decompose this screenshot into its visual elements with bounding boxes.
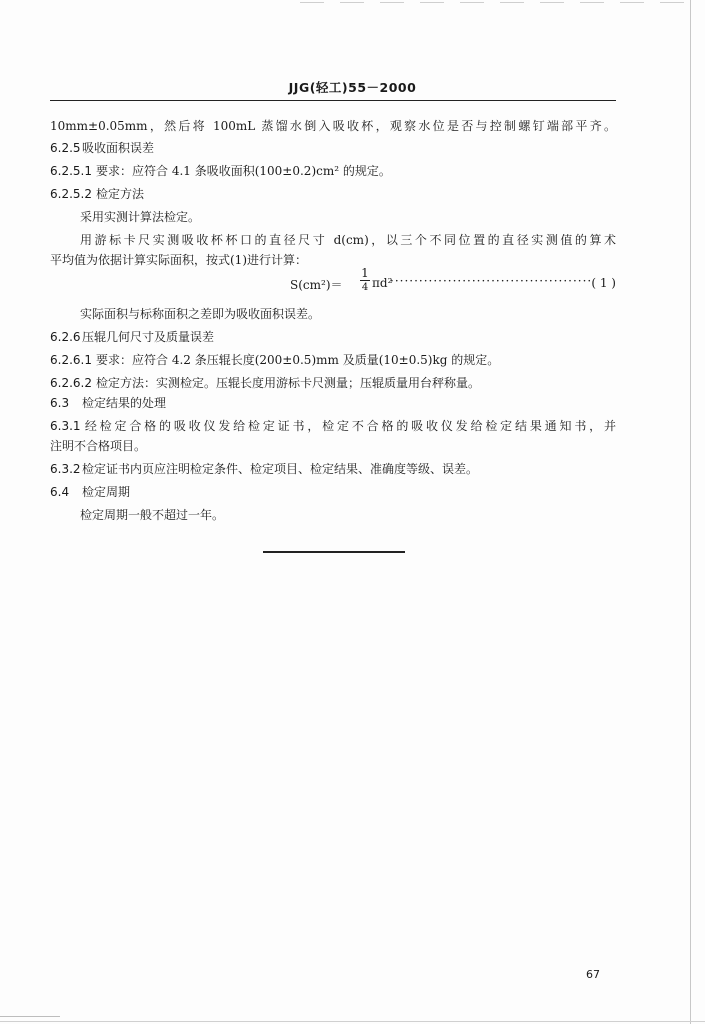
formula-fraction <box>360 267 370 294</box>
scan-edge-top <box>300 2 700 3</box>
section-6-2-5-1 <box>50 164 391 178</box>
section-title: 检定方法 <box>96 187 145 201</box>
section-number: 6.2.6 <box>50 330 81 344</box>
section-number: 6.2.5.1 <box>50 164 92 178</box>
formula-leader-dots: ·········································· <box>390 274 593 288</box>
section-6-3-1-continuation: 注明不合格项目。 <box>50 439 147 453</box>
section-number: 6.3.2 <box>50 462 81 476</box>
error-paragraph: 实际面积与标称面积之差即为吸收面积误差。 <box>80 307 321 321</box>
section-title: 吸收面积误差 <box>82 141 155 155</box>
header-rule <box>50 100 616 101</box>
section-title: 检定周期 <box>82 485 131 499</box>
fraction-bar <box>360 280 370 281</box>
section-number: 6.2.6.2 <box>50 376 92 390</box>
section-6-3 <box>50 396 166 410</box>
area-formula <box>290 266 616 302</box>
section-title: 压辊几何尺寸及质量误差 <box>82 330 215 344</box>
measure-paragraph-line-2: 平均值为依据计算实际面积，按式(1)进行计算： <box>50 253 307 267</box>
section-number: 6.2.5 <box>50 141 81 155</box>
section-text: 检定方法：实测检定。压辊长度用游标卡尺测量；压辊质量用台秤称量。 <box>96 376 481 390</box>
section-6-2-5 <box>50 141 154 155</box>
method-paragraph: 采用实测计算法检定。 <box>80 210 201 224</box>
section-6-2-5-2 <box>50 187 144 201</box>
section-6-2-6-2 <box>50 376 480 390</box>
section-title: 检定结果的处理 <box>82 396 167 410</box>
section-text: 检定证书内页应注明检定条件、检定项目、检定结果、准确度等级、误差。 <box>82 462 479 476</box>
scan-edge-bottom-left <box>0 1016 60 1017</box>
section-6-2-6 <box>50 330 214 344</box>
continuation-line: 10mm±0.05mm，然后将 100mL 蒸馏水倒入吸收杯，观察水位是否与控制螺钉端部平齐。 <box>50 119 616 133</box>
section-number: 6.4 <box>50 485 70 499</box>
section-text: 要求：应符合 4.2 条压辊长度(200±0.5)mm 及质量(10±0.5)kg 的规定。 <box>96 353 500 367</box>
section-6-3-1 <box>50 419 616 433</box>
scan-edge-right <box>690 0 691 1024</box>
fraction-numerator: 1 <box>361 266 369 280</box>
section-6-4 <box>50 485 130 499</box>
equation-number: ( 1 ) <box>591 276 616 290</box>
fraction-denominator: 4 <box>361 282 369 293</box>
section-number: 6.3.1 <box>50 419 81 433</box>
section-text: 要求：应符合 4.1 条吸收面积(100±0.2)cm² 的规定。 <box>96 164 391 178</box>
section-6-2-6-1 <box>50 353 499 367</box>
formula-lhs: S(cm²)＝ <box>290 278 343 292</box>
end-of-text-rule <box>263 551 405 553</box>
section-6-3-2 <box>50 462 478 476</box>
formula-rhs: πd² <box>372 276 393 290</box>
section-number: 6.2.5.2 <box>50 187 92 201</box>
period-paragraph: 检定周期一般不超过一年。 <box>80 508 225 522</box>
scan-edge-bottom <box>0 1021 705 1022</box>
section-number: 6.2.6.1 <box>50 353 92 367</box>
running-header: JJG(轻工)55－2000 <box>288 80 417 95</box>
section-text: 经检定合格的吸收仪发给检定证书，检定不合格的吸收仪发给检定结果通知书，并 <box>82 419 616 433</box>
page-number: 67 <box>586 968 600 981</box>
measure-paragraph-line-1: 用游标卡尺实测吸收杯杯口的直径尺寸 d(cm)，以三个不同位置的直径实测值的算术 <box>80 233 616 247</box>
section-number: 6.3 <box>50 396 70 410</box>
